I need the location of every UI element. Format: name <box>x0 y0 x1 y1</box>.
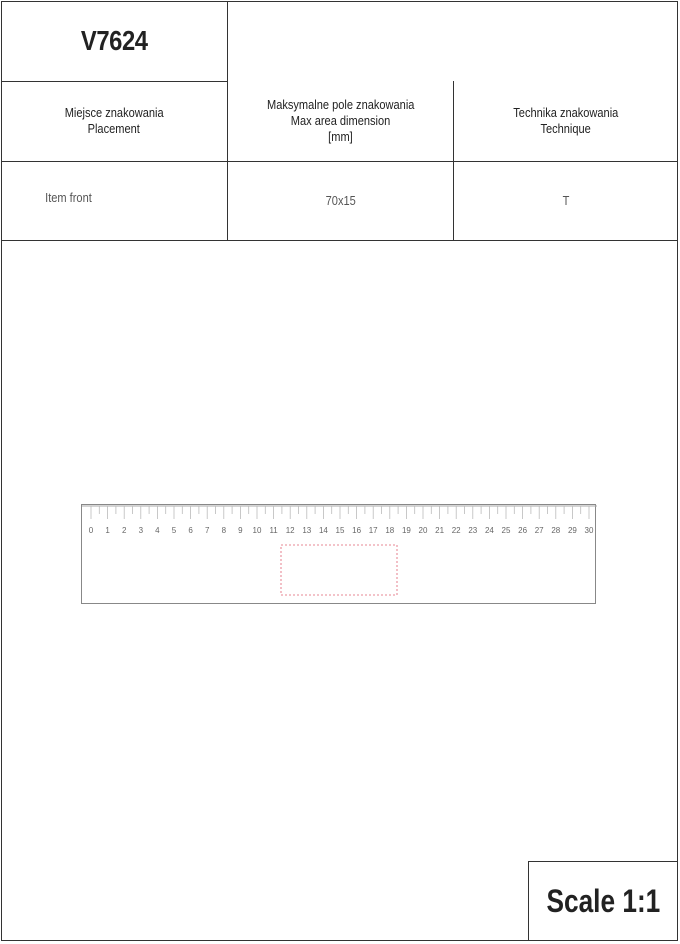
ruler-label: 25 <box>501 526 511 535</box>
ruler-label: 22 <box>451 526 461 535</box>
header-technique-en: Technique <box>540 121 592 136</box>
ruler-label: 4 <box>155 526 160 535</box>
ruler-label: 1 <box>105 526 110 535</box>
cell-technique <box>454 160 678 240</box>
ruler-label: 2 <box>121 526 127 535</box>
product-code: V7624 <box>80 25 148 56</box>
header-placement <box>1 81 228 161</box>
ruler-label: 12 <box>285 526 295 535</box>
ruler-label: 16 <box>352 526 362 535</box>
ruler-label: 21 <box>435 526 445 535</box>
placement-value: Item front <box>45 190 92 205</box>
scale-label: Scale 1:1 <box>546 883 661 919</box>
table-header-row <box>1 81 678 162</box>
ruler-label: 14 <box>318 526 328 535</box>
ruler-label: 15 <box>335 526 345 535</box>
max-area-value: 70x15 <box>325 192 356 208</box>
header-max-area-pl: Maksymalne pole znakowania <box>266 97 415 112</box>
ruler-label: 9 <box>238 526 243 535</box>
header-max-area-unit: [mm] <box>328 129 353 144</box>
ruler-label: 27 <box>534 526 544 535</box>
ruler-label: 19 <box>401 526 411 535</box>
ruler-graphic <box>82 505 597 605</box>
header-max-area <box>228 81 454 161</box>
table-row <box>1 160 678 241</box>
cell-placement <box>1 160 228 240</box>
ruler-label: 28 <box>551 526 561 535</box>
header-max-area-en: Max area dimension <box>290 113 391 128</box>
header-technique-pl: Technika znakowania <box>513 105 619 120</box>
ruler-label: 29 <box>567 526 577 535</box>
marking-area <box>281 545 397 595</box>
header-placement-pl: Miejsce znakowania <box>64 105 164 120</box>
ruler-label: 26 <box>518 526 528 535</box>
ruler-label: 7 <box>204 526 210 535</box>
ruler-label: 5 <box>171 526 177 535</box>
ruler-product <box>81 504 596 604</box>
ruler-label: 3 <box>138 526 144 535</box>
header-technique <box>454 81 678 161</box>
ruler-label: 11 <box>269 526 278 535</box>
product-code-cell <box>1 1 228 82</box>
ruler-label: 18 <box>385 526 395 535</box>
ruler-label: 20 <box>418 526 428 535</box>
ruler-label: 17 <box>368 526 378 535</box>
ruler-label: 0 <box>88 526 94 535</box>
ruler-label: 8 <box>221 526 227 535</box>
header-placement-en: Placement <box>87 121 141 136</box>
technique-value: T <box>562 192 570 208</box>
scale-box <box>528 861 678 941</box>
ruler-label: 6 <box>188 526 193 535</box>
ruler-label: 23 <box>468 526 478 535</box>
ruler-label: 10 <box>252 526 262 535</box>
cell-max-area <box>228 160 454 240</box>
ruler-label: 13 <box>302 526 312 535</box>
ruler-label: 24 <box>484 526 494 535</box>
ruler-label: 30 <box>584 526 594 535</box>
